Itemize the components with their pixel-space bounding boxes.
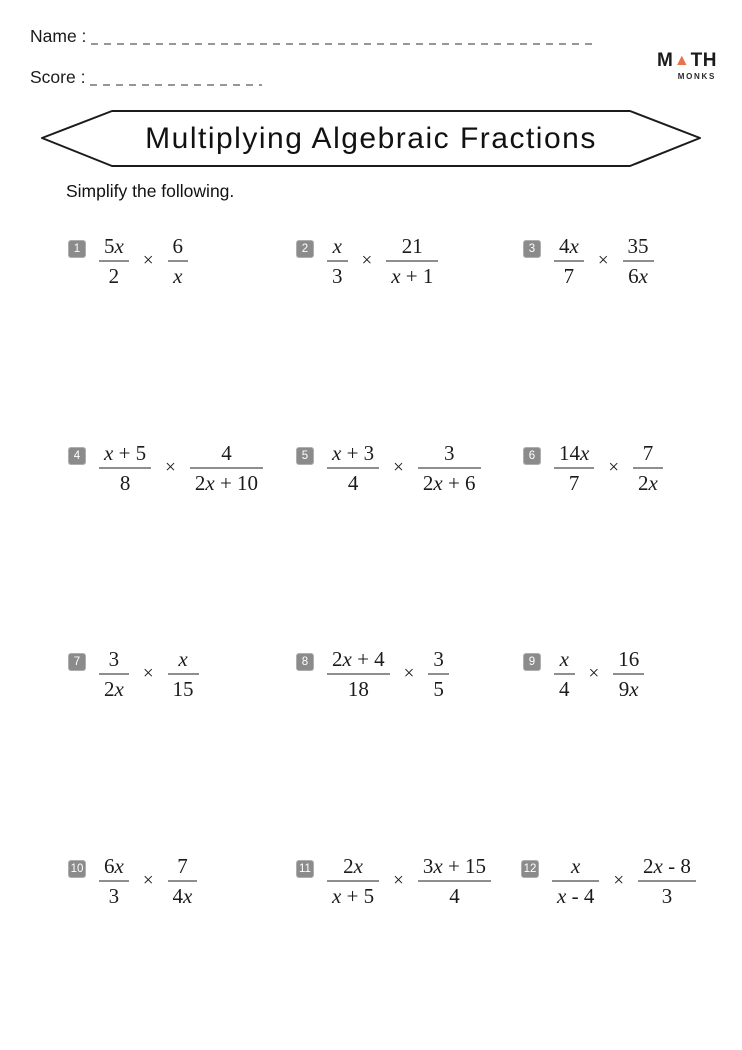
problem-12	[521, 854, 696, 908]
fraction-bar	[99, 673, 129, 675]
logo-wordmark	[657, 50, 717, 72]
logo-letter-m: M	[657, 50, 674, 71]
fraction-bar	[552, 880, 599, 882]
fraction-first	[554, 441, 594, 495]
fraction-bar	[554, 673, 575, 675]
fraction-numerator: 3	[433, 647, 444, 671]
fraction-denominator: 2	[108, 264, 120, 288]
fraction-first	[554, 647, 575, 701]
worksheet-title: Multiplying Algebraic Fractions	[145, 122, 597, 155]
fraction-denominator: 18	[347, 677, 369, 701]
fraction-numerator: x	[332, 234, 342, 258]
fraction-numerator: 3x + 15	[422, 854, 487, 878]
fraction-denominator: 4	[559, 677, 570, 701]
fraction-numerator: 21	[401, 234, 423, 258]
multiplication-sign: ×	[142, 663, 154, 684]
fraction-bar	[190, 467, 263, 469]
fraction-bar	[168, 880, 198, 882]
name-field	[30, 26, 596, 47]
fraction-numerator: 4x	[559, 234, 579, 258]
problem-number-badge: 11	[296, 860, 314, 878]
multiplication-sign: ×	[608, 457, 620, 478]
fraction-second	[168, 854, 198, 908]
problem-number-badge: 5	[296, 447, 314, 465]
fraction-first	[99, 441, 151, 495]
fraction-denominator: 5	[433, 677, 444, 701]
fraction-denominator: 2x	[638, 471, 658, 495]
multiplication-sign: ×	[403, 663, 415, 684]
problem-8	[296, 647, 449, 701]
logo-subtitle: MONKS	[677, 72, 716, 81]
multiplication-sign: ×	[393, 870, 404, 891]
problem-number-badge: 4	[68, 447, 86, 465]
fraction-denominator: 9x	[618, 677, 639, 701]
fraction-bar	[327, 673, 390, 675]
fraction-numerator: x	[571, 854, 581, 878]
problem-6	[523, 441, 663, 495]
fraction-bar	[623, 260, 654, 262]
fraction-bar	[554, 260, 584, 262]
fraction-second	[168, 234, 189, 288]
fraction-bar	[99, 880, 129, 882]
title-banner	[0, 107, 742, 171]
fraction-second	[418, 854, 491, 908]
multiplication-sign: ×	[393, 457, 404, 478]
fraction-bar	[428, 673, 449, 675]
fraction-numerator: 2x - 8	[643, 854, 691, 878]
fraction-second	[190, 441, 263, 495]
problem-5	[296, 441, 481, 495]
problem-number-badge: 12	[521, 860, 539, 878]
fraction-bar	[638, 880, 696, 882]
problem-10	[68, 854, 197, 908]
fraction-numerator: 14x	[559, 441, 590, 465]
fraction-denominator: x	[173, 264, 183, 288]
problem-11	[296, 854, 491, 908]
triangle-icon: ▲	[673, 51, 691, 69]
math-monks-logo	[657, 50, 717, 81]
name-label: Name :	[30, 26, 87, 46]
fraction-bar	[168, 673, 199, 675]
fraction-first	[327, 647, 390, 701]
problem-number-badge: 7	[68, 653, 86, 671]
problem-number-badge: 1	[68, 240, 86, 258]
fraction-denominator: 3	[108, 884, 120, 908]
fraction-first	[327, 441, 379, 495]
fraction-bar	[613, 673, 644, 675]
fraction-first	[99, 234, 129, 288]
multiplication-sign: ×	[597, 250, 609, 271]
fraction-second	[633, 441, 663, 495]
fraction-second	[613, 647, 644, 701]
fraction-numerator: 7	[177, 854, 188, 878]
multiplication-sign: ×	[142, 870, 154, 891]
fraction-first	[552, 854, 599, 908]
multiplication-sign: ×	[588, 663, 600, 684]
fraction-denominator: 7	[563, 264, 575, 288]
problem-7	[68, 647, 199, 701]
problem-number-badge: 6	[523, 447, 541, 465]
fraction-denominator: x - 4	[557, 884, 595, 908]
fraction-first	[327, 854, 379, 908]
fraction-numerator: 6	[172, 234, 184, 258]
multiplication-sign: ×	[165, 457, 176, 478]
fraction-second	[168, 647, 199, 701]
fraction-bar	[99, 260, 129, 262]
multiplication-sign: ×	[613, 870, 625, 891]
fraction-denominator: x + 1	[391, 264, 434, 288]
score-label: Score :	[30, 67, 86, 87]
name-dashed-line	[91, 43, 596, 45]
fraction-denominator: 7	[568, 471, 580, 495]
fraction-bar	[327, 467, 379, 469]
score-field	[30, 67, 262, 88]
problem-1	[68, 234, 188, 288]
fraction-denominator: 2x + 10	[194, 471, 259, 495]
fraction-denominator: 3	[661, 884, 673, 908]
fraction-denominator: 4	[449, 884, 460, 908]
problem-number-badge: 3	[523, 240, 541, 258]
problem-number-badge: 9	[523, 653, 541, 671]
fraction-bar	[554, 467, 594, 469]
fraction-bar	[99, 467, 151, 469]
problem-3	[523, 234, 654, 288]
problem-4	[68, 441, 263, 495]
fraction-denominator: x + 5	[332, 884, 375, 908]
multiplication-sign: ×	[142, 250, 154, 271]
problem-number-badge: 10	[68, 860, 86, 878]
fraction-bar	[327, 260, 348, 262]
fraction-second	[418, 441, 481, 495]
fraction-numerator: x + 3	[332, 441, 375, 465]
fraction-denominator: 4	[347, 471, 359, 495]
fraction-denominator: 3	[332, 264, 343, 288]
fraction-denominator: 6x	[628, 264, 648, 288]
fraction-denominator: 15	[172, 677, 194, 701]
fraction-numerator: 3	[108, 647, 120, 671]
fraction-numerator: 2x	[343, 854, 363, 878]
problem-number-badge: 2	[296, 240, 314, 258]
fraction-numerator: 5x	[104, 234, 124, 258]
fraction-numerator: 6x	[104, 854, 124, 878]
fraction-denominator: 8	[119, 471, 131, 495]
fraction-first	[99, 854, 129, 908]
fraction-bar	[418, 880, 491, 882]
fraction-bar	[418, 467, 481, 469]
fraction-numerator: 7	[642, 441, 654, 465]
fraction-numerator: 2x + 4	[332, 647, 385, 671]
problem-number-badge: 8	[296, 653, 314, 671]
fraction-first	[327, 234, 348, 288]
score-dashed-line	[90, 84, 262, 86]
fraction-numerator: 3	[443, 441, 455, 465]
fraction-numerator: x + 5	[104, 441, 147, 465]
multiplication-sign: ×	[361, 250, 373, 271]
fraction-second	[623, 234, 654, 288]
fraction-first	[99, 647, 129, 701]
fraction-denominator: 2x + 6	[422, 471, 476, 495]
fraction-second	[638, 854, 696, 908]
fraction-second	[428, 647, 449, 701]
fraction-numerator: 4	[221, 441, 232, 465]
fraction-bar	[633, 467, 663, 469]
fraction-bar	[327, 880, 379, 882]
fraction-numerator: 16	[618, 647, 640, 671]
fraction-numerator: x	[559, 647, 569, 671]
fraction-first	[554, 234, 584, 288]
fraction-numerator: 35	[627, 234, 649, 258]
fraction-numerator: x	[178, 647, 188, 671]
logo-letters-th: TH	[690, 50, 717, 71]
fraction-bar	[168, 260, 189, 262]
problem-9	[523, 647, 644, 701]
instruction-text: Simplify the following.	[66, 181, 235, 201]
fraction-bar	[386, 260, 438, 262]
fraction-second	[386, 234, 438, 288]
fraction-denominator: 2x	[104, 677, 124, 701]
problem-2	[296, 234, 438, 288]
fraction-denominator: 4x	[172, 884, 193, 908]
